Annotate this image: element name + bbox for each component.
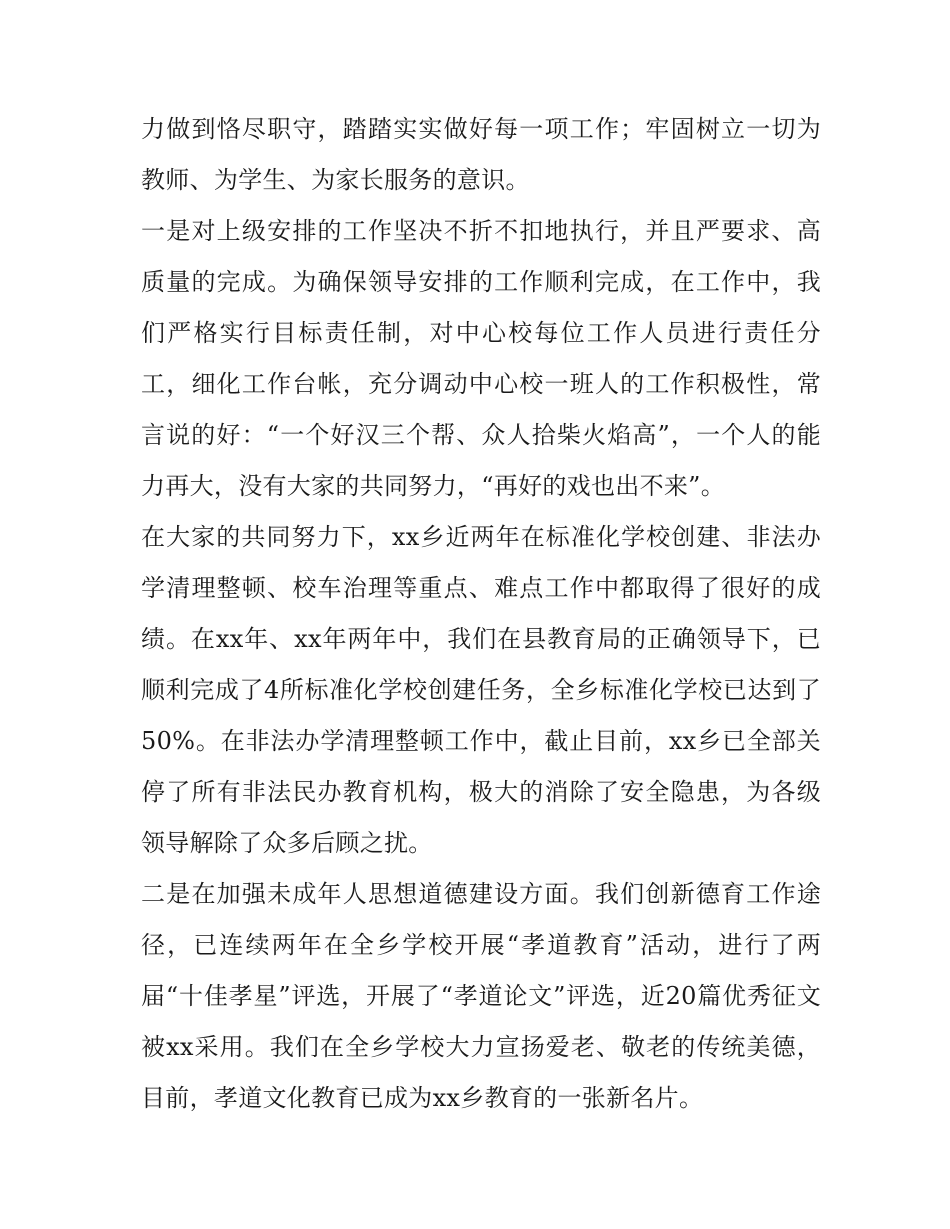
paragraph-4: 二是在加强未成年人思想道德建设方面。我们创新德育工作途径，已连续两年在全乡学校开展“孝道教育”活动，进行了两届“十佳孝星”评选，开展了“孝道论文”评选，近20篇优秀征文被xx采用。我们在全乡学校大力宣扬爱老、敬老的传统美德，目前，孝道文化教育已成为xx乡教育的一张新名片。 (141, 880, 821, 1112)
document-body (141, 104, 821, 1124)
paragraph-3: 在大家的共同努力下，xx乡近两年在标准化学校创建、非法办学清理整顿、校车治理等重点、难点工作中都取得了很好的成绩。在xx年、xx年两年中，我们在县教育局的正确领导下，已顺利完成了4所标准化学校创建任务，全乡标准化学校已达到了50%。在非法办学清理整顿工作中，截止目前，xx乡已全部关停了所有非法民办教育机构，极大的消除了安全隐患，为各级领导解除了众多后顾之扰。 (141, 523, 821, 857)
paragraph-2: 一是对上级安排的工作坚决不折不扣地执行，并且严要求、高质量的完成。为确保领导安排的工作顺利完成，在工作中，我们严格实行目标责任制，对中心校每位工作人员进行责任分工，细化工作台帐，充分调动中心校一班人的工作积极性，常言说的好：“一个好汉三个帮、众人拾柴火焰高”，一个人的能力再大，没有大家的共同努力，“再好的戏也出不来”。 (141, 217, 821, 500)
paragraph-1: 力做到恪尽职守，踏踏实实做好每一项工作；牢固树立一切为教师、为学生、为家长服务的意识。 (141, 115, 821, 194)
